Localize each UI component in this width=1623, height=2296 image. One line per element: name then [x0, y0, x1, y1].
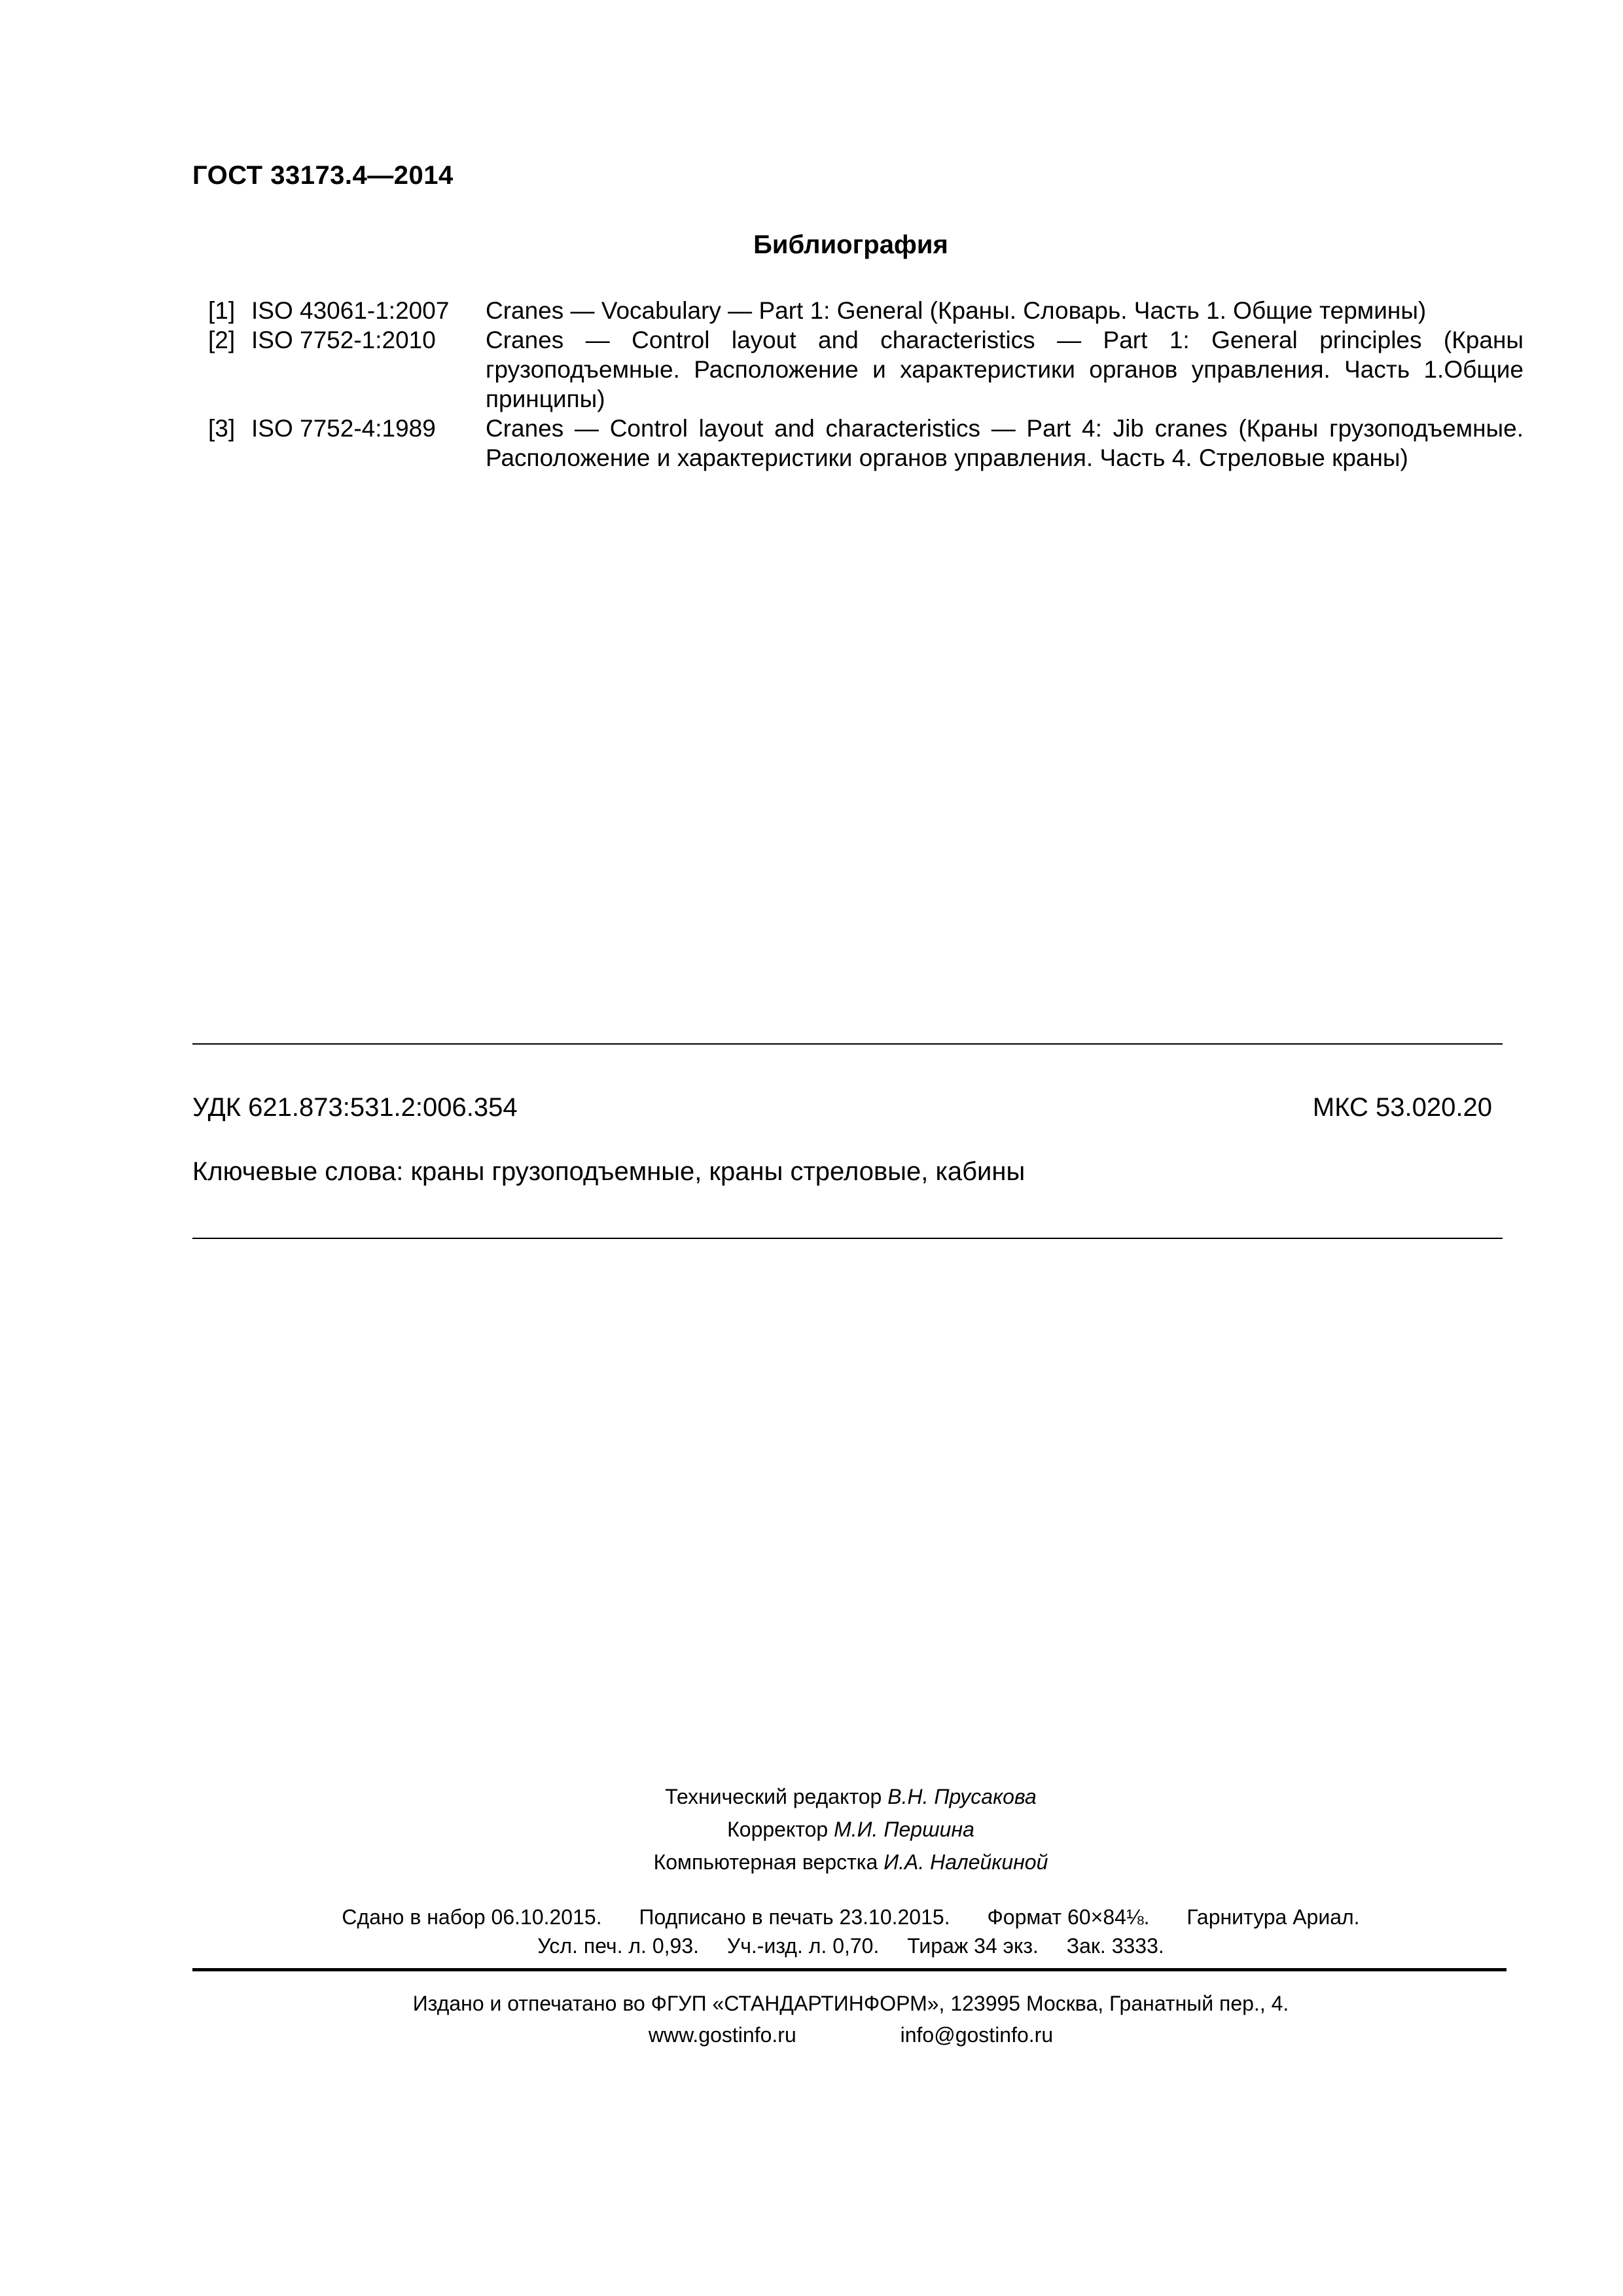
print-info-line-2 [0, 1931, 1623, 1960]
divider-middle [192, 1238, 1503, 1239]
mks-code: МКС 53.020.20 [1312, 1093, 1492, 1122]
tech-editor-label: Технический редактор [665, 1785, 882, 1808]
website-link[interactable]: www.gostinfo.ru [648, 2023, 796, 2047]
corrector-line [0, 1813, 1623, 1846]
layout-label: Компьютерная верстка [653, 1850, 878, 1874]
keywords: Ключевые слова: краны грузоподъемные, краны стреловые, кабины [192, 1157, 1026, 1186]
divider-bottom [192, 1968, 1507, 1971]
bibliography-list [208, 296, 1524, 473]
corrector-label: Корректор [727, 1818, 829, 1841]
bibliography-entry [208, 296, 1524, 325]
entry-standard-code: ISO 43061-1:2007 [251, 297, 450, 324]
entry-title: Cranes — Control layout and characteristics — Part 4: Jib cranes (Краны грузоподъемные. Расположение и характеристики органов управления. Часть 4. Стреловые краны) [486, 415, 1524, 471]
order-number: Зак. 3333. [1066, 1934, 1164, 1958]
typeface: Гарнитура Ариал. [1186, 1905, 1360, 1929]
publisher-contacts [0, 2019, 1623, 2051]
bibliography-entry [208, 414, 1524, 473]
printed-sheets: Усл. печ. л. 0,93. [537, 1934, 699, 1958]
layout-name: И.А. Налейкиной [883, 1850, 1048, 1874]
entry-standard-code: ISO 7752-4:1989 [251, 415, 436, 442]
entry-number: [1] [208, 297, 236, 324]
entry-title: Cranes — Vocabulary — Part 1: General (Краны. Словарь. Часть 1. Общие термины) [486, 297, 1427, 324]
corrector-name: М.И. Першина [834, 1818, 974, 1841]
email-link[interactable]: info@gostinfo.ru [900, 2023, 1054, 2047]
divider-top [192, 1043, 1503, 1045]
credits-block [0, 1780, 1623, 1878]
bibliography-entry [208, 325, 1524, 414]
tech-editor-line [0, 1780, 1623, 1813]
bibliography-title: Библиография [753, 230, 948, 259]
signed-date: Подписано в печать 23.10.2015. [639, 1905, 950, 1929]
print-info-line-1 [0, 1903, 1623, 1931]
document-code: ГОСТ 33173.4—2014 [192, 161, 454, 190]
entry-number: [3] [208, 415, 236, 442]
publisher-block [0, 1988, 1623, 2051]
udk-code: УДК 621.873:531.2:006.354 [192, 1093, 518, 1122]
submitted-date: Сдано в набор 06.10.2015. [342, 1905, 602, 1929]
entry-standard-code: ISO 7752-1:2010 [251, 327, 436, 353]
tech-editor-name: В.Н. Прусакова [887, 1785, 1037, 1808]
publisher-line: Издано и отпечатано во ФГУП «СТАНДАРТИНФОРМ», 123995 Москва, Гранатный пер., 4. [412, 1992, 1289, 2015]
print-info [0, 1903, 1623, 1960]
layout-line [0, 1846, 1623, 1878]
entry-number: [2] [208, 327, 236, 353]
circulation: Тираж 34 экз. [907, 1934, 1039, 1958]
paper-format: Формат 60×84⅛. [987, 1905, 1150, 1929]
entry-title: Cranes — Control layout and characteristics — Part 1: General principles (Краны грузоподъемные. Расположение и характеристики органов управления. Часть 1.Общие принципы) [486, 327, 1524, 412]
publication-sheets: Уч.-изд. л. 0,70. [726, 1934, 880, 1958]
